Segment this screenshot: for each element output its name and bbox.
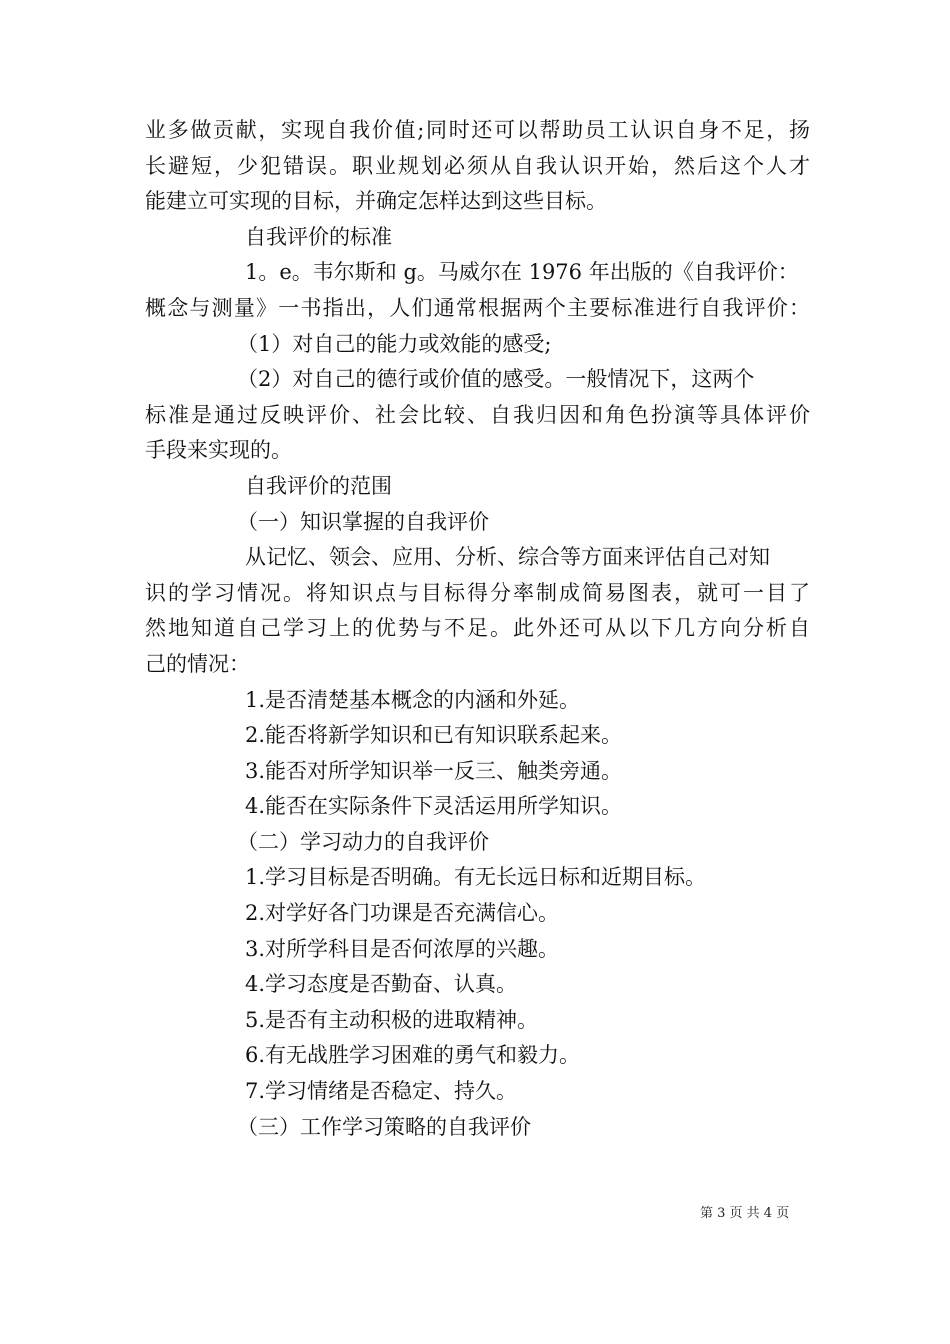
document-body <box>145 113 810 1145</box>
paragraph-line: 业多做贡献，实现自我价值;同时还可以帮助员工认识自身不足，扬 <box>145 118 810 142</box>
list-item: 3.能否对所学知识举一反三、触类旁通。 <box>245 758 623 783</box>
paragraph-line: 1。e。韦尔斯和 g。马威尔在 1976 年出版的《自我评价： <box>245 260 799 285</box>
paragraph-line: 长避短，少犯错误。职业规划必须从自我认识开始，然后这个人才 <box>145 153 810 178</box>
list-item: 1.学习目标是否明确。有无长远日标和近期目标。 <box>245 865 707 890</box>
paragraph-line: 能建立可实现的目标，并确定怎样达到这些目标。 <box>145 189 607 214</box>
paragraph-line: 从记忆、领会、应用、分析、综合等方面来评估自己对知 <box>245 545 770 570</box>
section-heading: 自我评价的标准 <box>245 224 392 249</box>
subsection-heading: （二）学习动力的自我评价 <box>237 829 489 854</box>
paragraph-line: 手段来实现的。 <box>145 438 292 463</box>
list-item: 6.有无战胜学习困难的勇气和毅力。 <box>245 1043 581 1068</box>
list-item: 2.对学好各门功课是否充满信心。 <box>245 901 560 926</box>
paragraph-line: 概念与测量》一书指出，人们通常根据两个主要标准进行自我评价： <box>145 295 810 320</box>
list-item: 1.是否清楚基本概念的内涵和外延。 <box>245 687 581 712</box>
paragraph-line: 标准是通过反映评价、社会比较、自我归因和角色扮演等具体评价 <box>145 402 810 427</box>
section-heading: 自我评价的范围 <box>245 473 392 498</box>
paragraph-line: 己的情况： <box>145 651 250 676</box>
list-item: 4.能否在实际条件下灵活运用所学知识。 <box>245 794 623 819</box>
list-item: 5.是否有主动积极的进取精神。 <box>245 1007 539 1032</box>
paragraph-line: 然地知道自己学习上的优势与不足。此外还可从以下几方向分析自 <box>145 616 810 641</box>
subsection-heading: （三）工作学习策略的自我评价 <box>237 1114 531 1139</box>
list-item: （2）对自己的德行或价值的感受。一般情况下，这两个 <box>237 367 755 392</box>
subsection-heading: （一）知识掌握的自我评价 <box>237 509 489 534</box>
paragraph-line: 识的学习情况。将知识点与目标得分率制成简易图表，就可一目了 <box>145 580 810 605</box>
list-item: 7.学习情绪是否稳定、持久。 <box>245 1079 518 1104</box>
list-item: 4.学习态度是否勤奋、认真。 <box>245 972 518 997</box>
list-item: （1）对自己的能力或效能的感受; <box>237 331 552 356</box>
list-item: 3.对所学科目是否何浓厚的兴趣。 <box>245 936 560 961</box>
page-number: 第 3 页 共 4 页 <box>700 1206 790 1221</box>
list-item: 2.能否将新学知识和已有知识联系起来。 <box>245 723 623 748</box>
